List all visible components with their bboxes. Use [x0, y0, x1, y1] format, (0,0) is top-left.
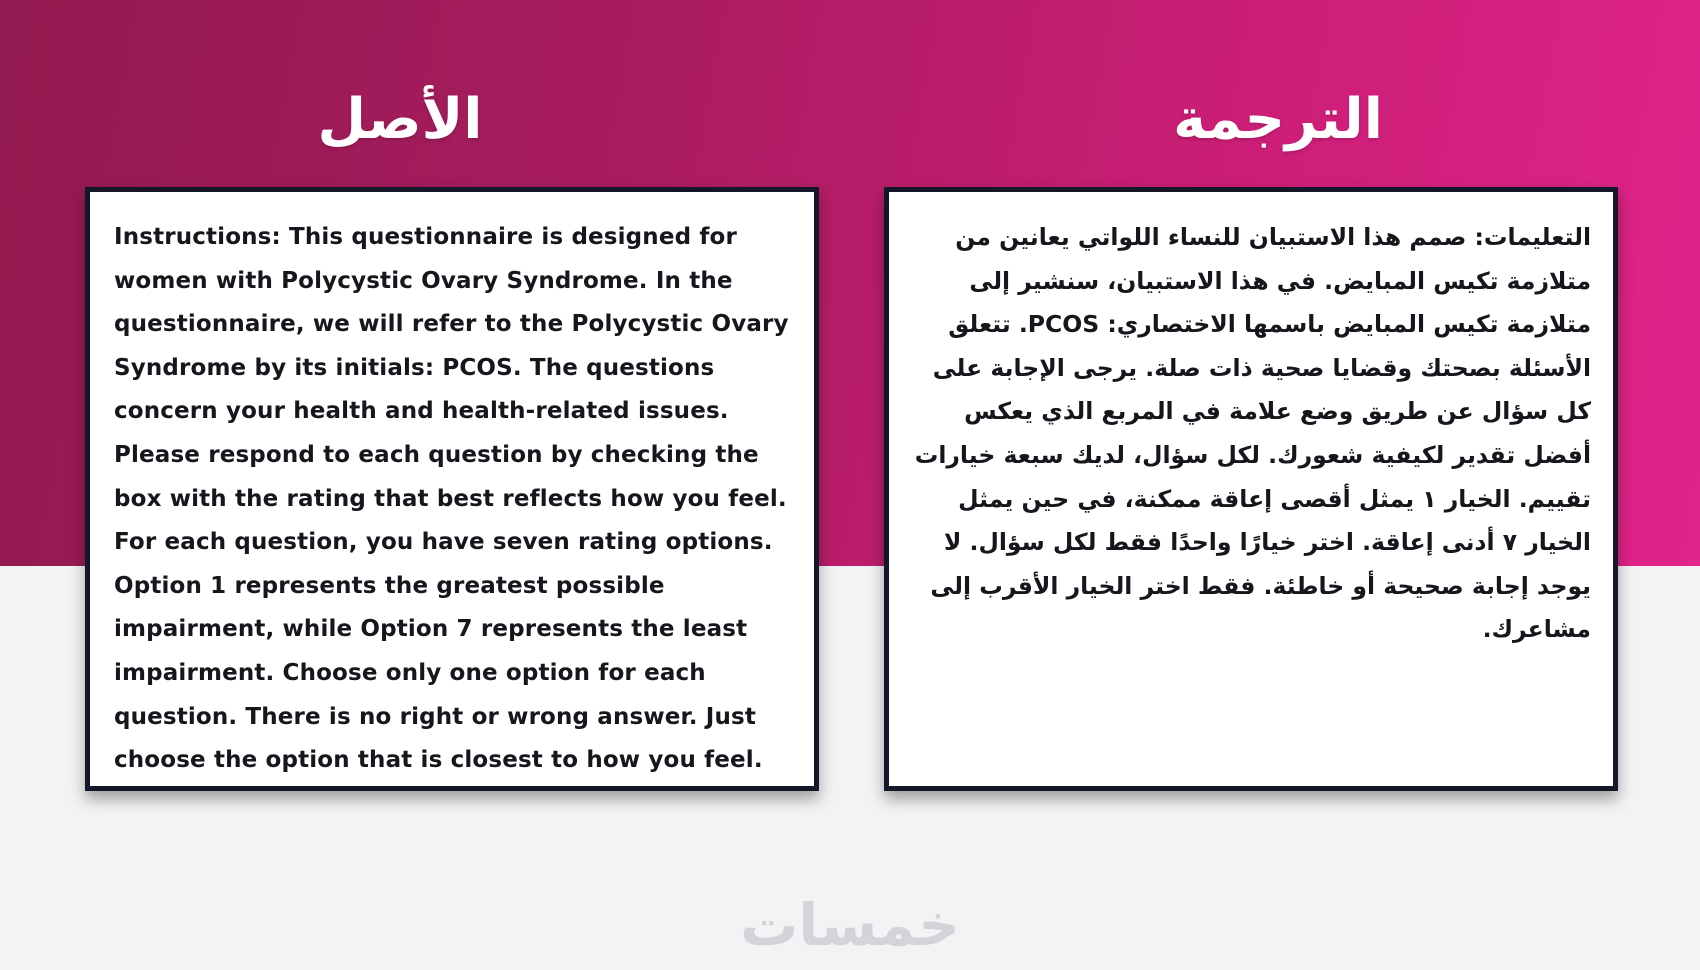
translation-text: التعليمات: صمم هذا الاستبيان للنساء اللواتي يعانين من متلازمة تكيس المبايض. في هذا الاستبيان، سنشير إلى متلازمة تكيس المبايض باسمها الاختصاري: PCOS. تتعلق الأسئلة بصحتك وقضايا صحية ذات صلة. يرجى الإجابة على كل سؤال عن طريق وضع علامة في المربع الذي يعكس أفضل تقدير لكيفية شعورك. لكل سؤال، لديك سبعة خيارات تقييم. الخيار ١ يمثل أقصى إعاقة ممكنة، في حين يمثل الخيار ٧ أدنى إعاقة. اختر خيارًا واحدًا فقط لكل سؤال. لا يوجد إجابة صحيحة أو خاطئة. فقط اختر الخيار الأقرب إلى مشاعرك. [914, 223, 1591, 644]
brand-logo: خمسات [740, 891, 960, 959]
translation-text-panel [884, 187, 1618, 791]
original-text: Instructions: This questionnaire is designed for women with Polycystic Ovary Syndrome. In the questionnaire, we will refer to the Polycystic Ovary Syndrome by its initials: PCOS. The questions concern your health and health-related issues. Please respond to each question by checking the box with the rating that best reflects how you feel. For each question, you have seven rating options. Option 1 represents the greatest possible impairment, while Option 7 represents the least impairment. Choose only one option for each question. There is no right or wrong answer. Just choose the option that is closest to how you feel. [114, 224, 789, 774]
translation-heading: الترجمة [1173, 87, 1383, 152]
original-heading: الأصل [317, 87, 483, 152]
original-text-panel [85, 187, 819, 791]
